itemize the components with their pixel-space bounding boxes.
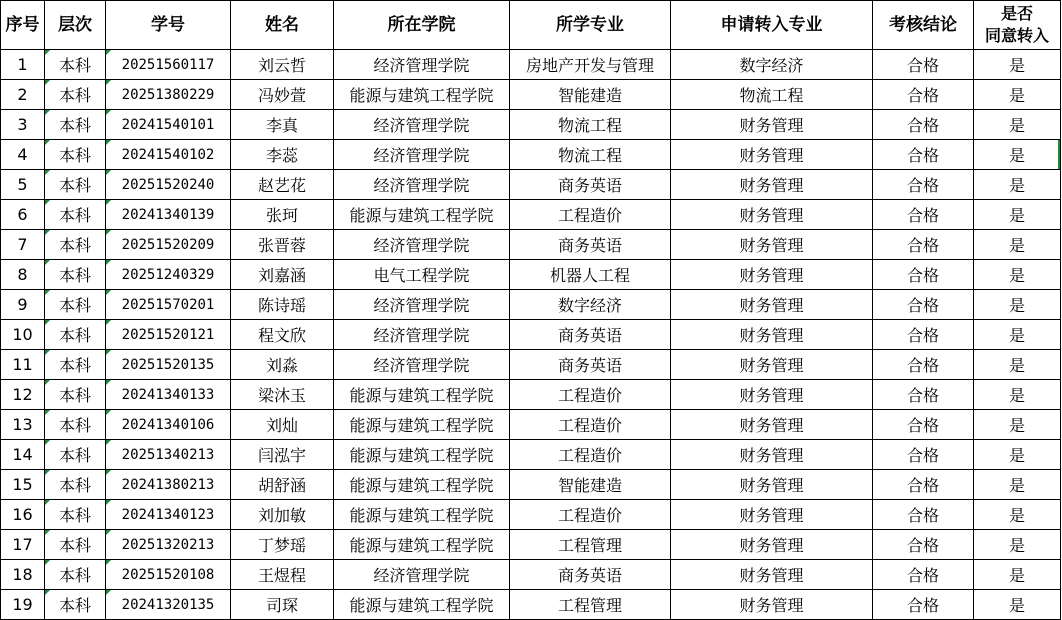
student-id-cell[interactable]: 20241540102 xyxy=(106,140,231,170)
seq-cell[interactable]: 5 xyxy=(1,170,45,200)
level-cell[interactable]: 本科 xyxy=(45,470,106,500)
header-seq[interactable]: 序号 xyxy=(1,1,45,50)
approve-cell[interactable]: 是 xyxy=(974,410,1061,440)
level-cell[interactable]: 本科 xyxy=(45,200,106,230)
name-cell[interactable]: 李真 xyxy=(231,110,334,140)
college-cell[interactable]: 能源与建筑工程学院 xyxy=(334,590,510,620)
assessment-cell[interactable]: 合格 xyxy=(873,470,974,500)
approve-cell[interactable]: 是 xyxy=(974,320,1061,350)
college-cell[interactable]: 能源与建筑工程学院 xyxy=(334,80,510,110)
name-cell[interactable]: 刘淼 xyxy=(231,350,334,380)
table-row xyxy=(1,410,1061,440)
student-id-cell[interactable]: 20251320213 xyxy=(106,530,231,560)
target-major-cell[interactable]: 财务管理 xyxy=(671,470,873,500)
student-id-cell[interactable]: 20241540101 xyxy=(106,110,231,140)
level-cell[interactable]: 本科 xyxy=(45,350,106,380)
header-assessment[interactable]: 考核结论 xyxy=(873,1,974,50)
table-row xyxy=(1,290,1061,320)
target-major-cell[interactable]: 财务管理 xyxy=(671,500,873,530)
table-row xyxy=(1,470,1061,500)
seq-cell[interactable]: 11 xyxy=(1,350,45,380)
seq-cell[interactable]: 16 xyxy=(1,500,45,530)
student-id-cell[interactable]: 20251520108 xyxy=(106,560,231,590)
name-cell[interactable]: 张晋蓉 xyxy=(231,230,334,260)
table-row xyxy=(1,200,1061,230)
target-major-cell[interactable]: 财务管理 xyxy=(671,170,873,200)
name-cell[interactable]: 冯妙萱 xyxy=(231,80,334,110)
name-cell[interactable]: 程文欣 xyxy=(231,320,334,350)
name-cell[interactable]: 陈诗瑶 xyxy=(231,290,334,320)
header-target-major[interactable]: 申请转入专业 xyxy=(671,1,873,50)
table-row xyxy=(1,110,1061,140)
seq-cell[interactable]: 13 xyxy=(1,410,45,440)
seq-cell[interactable]: 15 xyxy=(1,470,45,500)
college-cell[interactable]: 经济管理学院 xyxy=(334,290,510,320)
college-cell[interactable]: 电气工程学院 xyxy=(334,260,510,290)
level-cell[interactable]: 本科 xyxy=(45,140,106,170)
table-body xyxy=(1,50,1061,620)
target-major-cell[interactable]: 财务管理 xyxy=(671,560,873,590)
current-major-cell[interactable]: 工程造价 xyxy=(510,200,671,230)
student-id-cell[interactable]: 20241320135 xyxy=(106,590,231,620)
current-major-cell[interactable]: 房地产开发与管理 xyxy=(510,50,671,80)
college-cell[interactable]: 经济管理学院 xyxy=(334,140,510,170)
target-major-cell[interactable]: 财务管理 xyxy=(671,590,873,620)
assessment-cell[interactable]: 合格 xyxy=(873,500,974,530)
current-major-cell[interactable]: 物流工程 xyxy=(510,140,671,170)
table-row xyxy=(1,170,1061,200)
approve-cell[interactable]: 是 xyxy=(974,350,1061,380)
approve-cell[interactable]: 是 xyxy=(974,440,1061,470)
seq-cell[interactable]: 12 xyxy=(1,380,45,410)
level-cell[interactable]: 本科 xyxy=(45,230,106,260)
assessment-cell[interactable]: 合格 xyxy=(873,50,974,80)
current-major-cell[interactable]: 商务英语 xyxy=(510,320,671,350)
approve-cell[interactable]: 是 xyxy=(974,110,1061,140)
table-row xyxy=(1,530,1061,560)
target-major-cell[interactable]: 财务管理 xyxy=(671,440,873,470)
target-major-cell[interactable]: 财务管理 xyxy=(671,410,873,440)
level-cell[interactable]: 本科 xyxy=(45,440,106,470)
student-id-cell[interactable]: 20251560117 xyxy=(106,50,231,80)
college-cell[interactable]: 经济管理学院 xyxy=(334,110,510,140)
student-id-cell[interactable]: 20241340123 xyxy=(106,500,231,530)
table-row xyxy=(1,50,1061,80)
student-id-cell[interactable]: 20251240329 xyxy=(106,260,231,290)
name-cell[interactable]: 刘嘉涵 xyxy=(231,260,334,290)
name-cell[interactable]: 丁梦瑶 xyxy=(231,530,334,560)
assessment-cell[interactable]: 合格 xyxy=(873,380,974,410)
college-cell[interactable]: 能源与建筑工程学院 xyxy=(334,200,510,230)
seq-cell[interactable]: 7 xyxy=(1,230,45,260)
table-row xyxy=(1,440,1061,470)
header-college[interactable]: 所在学院 xyxy=(334,1,510,50)
name-cell[interactable]: 张珂 xyxy=(231,200,334,230)
current-major-cell[interactable]: 工程造价 xyxy=(510,440,671,470)
header-approve-transfer[interactable]: 是否 同意转入 xyxy=(974,1,1061,50)
student-id-cell[interactable]: 20251570201 xyxy=(106,290,231,320)
seq-cell[interactable]: 10 xyxy=(1,320,45,350)
college-cell[interactable]: 能源与建筑工程学院 xyxy=(334,470,510,500)
assessment-cell[interactable]: 合格 xyxy=(873,530,974,560)
table-row xyxy=(1,320,1061,350)
header-level[interactable]: 层次 xyxy=(45,1,106,50)
target-major-cell[interactable]: 财务管理 xyxy=(671,350,873,380)
table-row xyxy=(1,560,1061,590)
approve-cell[interactable]: 是 xyxy=(974,530,1061,560)
name-cell[interactable]: 胡舒涵 xyxy=(231,470,334,500)
college-cell[interactable]: 经济管理学院 xyxy=(334,320,510,350)
level-cell[interactable]: 本科 xyxy=(45,260,106,290)
college-cell[interactable]: 能源与建筑工程学院 xyxy=(334,500,510,530)
table-row xyxy=(1,140,1061,170)
table-row xyxy=(1,80,1061,110)
level-cell[interactable]: 本科 xyxy=(45,50,106,80)
header-current-major[interactable]: 所学专业 xyxy=(510,1,671,50)
assessment-cell[interactable]: 合格 xyxy=(873,230,974,260)
header-student-id[interactable]: 学号 xyxy=(106,1,231,50)
name-cell[interactable]: 刘灿 xyxy=(231,410,334,440)
header-name[interactable]: 姓名 xyxy=(231,1,334,50)
seq-cell[interactable]: 17 xyxy=(1,530,45,560)
seq-cell[interactable]: 19 xyxy=(1,590,45,620)
level-cell[interactable]: 本科 xyxy=(45,500,106,530)
current-major-cell[interactable]: 工程管理 xyxy=(510,530,671,560)
student-id-cell[interactable]: 20251520209 xyxy=(106,230,231,260)
assessment-cell[interactable]: 合格 xyxy=(873,290,974,320)
seq-cell[interactable]: 14 xyxy=(1,440,45,470)
student-id-cell[interactable]: 20241380213 xyxy=(106,470,231,500)
name-cell[interactable]: 李蕊 xyxy=(231,140,334,170)
target-major-cell[interactable]: 财务管理 xyxy=(671,200,873,230)
college-cell[interactable]: 能源与建筑工程学院 xyxy=(334,530,510,560)
table-row xyxy=(1,350,1061,380)
target-major-cell[interactable]: 财务管理 xyxy=(671,110,873,140)
seq-cell[interactable]: 1 xyxy=(1,50,45,80)
assessment-cell[interactable]: 合格 xyxy=(873,440,974,470)
current-major-cell[interactable]: 智能建造 xyxy=(510,470,671,500)
name-cell[interactable]: 司琛 xyxy=(231,590,334,620)
approve-cell[interactable]: 是 xyxy=(974,260,1061,290)
college-cell[interactable]: 能源与建筑工程学院 xyxy=(334,440,510,470)
current-major-cell[interactable]: 工程造价 xyxy=(510,380,671,410)
college-cell[interactable]: 经济管理学院 xyxy=(334,170,510,200)
level-cell[interactable]: 本科 xyxy=(45,110,106,140)
level-cell[interactable]: 本科 xyxy=(45,590,106,620)
header-row xyxy=(1,1,1061,50)
approve-cell[interactable]: 是 xyxy=(974,140,1061,170)
approve-cell[interactable]: 是 xyxy=(974,500,1061,530)
assessment-cell[interactable]: 合格 xyxy=(873,80,974,110)
target-major-cell[interactable]: 财务管理 xyxy=(671,320,873,350)
name-cell[interactable]: 闫泓宇 xyxy=(231,440,334,470)
student-id-cell[interactable]: 20241340106 xyxy=(106,410,231,440)
approve-cell[interactable]: 是 xyxy=(974,170,1061,200)
assessment-cell[interactable]: 合格 xyxy=(873,590,974,620)
approve-cell[interactable]: 是 xyxy=(974,560,1061,590)
approve-cell[interactable]: 是 xyxy=(974,380,1061,410)
level-cell[interactable]: 本科 xyxy=(45,170,106,200)
target-major-cell[interactable]: 财务管理 xyxy=(671,140,873,170)
seq-cell[interactable]: 3 xyxy=(1,110,45,140)
level-cell[interactable]: 本科 xyxy=(45,530,106,560)
current-major-cell[interactable]: 工程管理 xyxy=(510,590,671,620)
level-cell[interactable]: 本科 xyxy=(45,320,106,350)
seq-cell[interactable]: 18 xyxy=(1,560,45,590)
approve-cell[interactable]: 是 xyxy=(974,230,1061,260)
current-major-cell[interactable]: 商务英语 xyxy=(510,560,671,590)
student-id-cell[interactable]: 20251520240 xyxy=(106,170,231,200)
assessment-cell[interactable]: 合格 xyxy=(873,350,974,380)
current-major-cell[interactable]: 工程造价 xyxy=(510,500,671,530)
table-row xyxy=(1,590,1061,620)
college-cell[interactable]: 能源与建筑工程学院 xyxy=(334,380,510,410)
seq-cell[interactable]: 4 xyxy=(1,140,45,170)
approve-cell[interactable]: 是 xyxy=(974,50,1061,80)
assessment-cell[interactable]: 合格 xyxy=(873,200,974,230)
seq-cell[interactable]: 6 xyxy=(1,200,45,230)
target-major-cell[interactable]: 财务管理 xyxy=(671,290,873,320)
student-id-cell[interactable]: 20241340133 xyxy=(106,380,231,410)
student-id-cell[interactable]: 20251520135 xyxy=(106,350,231,380)
approve-cell[interactable]: 是 xyxy=(974,290,1061,320)
approve-cell[interactable]: 是 xyxy=(974,200,1061,230)
current-major-cell[interactable]: 数字经济 xyxy=(510,290,671,320)
current-major-cell[interactable]: 机器人工程 xyxy=(510,260,671,290)
approve-cell[interactable]: 是 xyxy=(974,590,1061,620)
assessment-cell[interactable]: 合格 xyxy=(873,170,974,200)
table-row xyxy=(1,260,1061,290)
level-cell[interactable]: 本科 xyxy=(45,560,106,590)
assessment-cell[interactable]: 合格 xyxy=(873,560,974,590)
target-major-cell[interactable]: 财务管理 xyxy=(671,230,873,260)
current-major-cell[interactable]: 商务英语 xyxy=(510,170,671,200)
current-major-cell[interactable]: 工程造价 xyxy=(510,410,671,440)
approve-cell[interactable]: 是 xyxy=(974,80,1061,110)
target-major-cell[interactable]: 财务管理 xyxy=(671,530,873,560)
college-cell[interactable]: 经济管理学院 xyxy=(334,50,510,80)
active-cell-marker xyxy=(1058,140,1060,169)
table-row xyxy=(1,380,1061,410)
assessment-cell[interactable]: 合格 xyxy=(873,140,974,170)
current-major-cell[interactable]: 智能建造 xyxy=(510,80,671,110)
college-cell[interactable]: 能源与建筑工程学院 xyxy=(334,410,510,440)
name-cell[interactable]: 刘加敏 xyxy=(231,500,334,530)
student-id-cell[interactable]: 20241340139 xyxy=(106,200,231,230)
target-major-cell[interactable]: 数字经济 xyxy=(671,50,873,80)
target-major-cell[interactable]: 财务管理 xyxy=(671,260,873,290)
college-cell[interactable]: 经济管理学院 xyxy=(334,560,510,590)
current-major-cell[interactable]: 商务英语 xyxy=(510,350,671,380)
college-cell[interactable]: 经济管理学院 xyxy=(334,230,510,260)
name-cell[interactable]: 梁沐玉 xyxy=(231,380,334,410)
name-cell[interactable]: 刘云哲 xyxy=(231,50,334,80)
level-cell[interactable]: 本科 xyxy=(45,410,106,440)
target-major-cell[interactable]: 财务管理 xyxy=(671,380,873,410)
current-major-cell[interactable]: 物流工程 xyxy=(510,110,671,140)
student-id-cell[interactable]: 20251520121 xyxy=(106,320,231,350)
current-major-cell[interactable]: 商务英语 xyxy=(510,230,671,260)
assessment-cell[interactable]: 合格 xyxy=(873,110,974,140)
student-id-cell[interactable]: 20251380229 xyxy=(106,80,231,110)
name-cell[interactable]: 王煜程 xyxy=(231,560,334,590)
level-cell[interactable]: 本科 xyxy=(45,380,106,410)
table-row xyxy=(1,500,1061,530)
assessment-cell[interactable]: 合格 xyxy=(873,410,974,440)
college-cell[interactable]: 经济管理学院 xyxy=(334,350,510,380)
name-cell[interactable]: 赵艺花 xyxy=(231,170,334,200)
assessment-cell[interactable]: 合格 xyxy=(873,320,974,350)
approve-cell[interactable]: 是 xyxy=(974,470,1061,500)
seq-cell[interactable]: 8 xyxy=(1,260,45,290)
student-id-cell[interactable]: 20251340213 xyxy=(106,440,231,470)
level-cell[interactable]: 本科 xyxy=(45,80,106,110)
target-major-cell[interactable]: 物流工程 xyxy=(671,80,873,110)
level-cell[interactable]: 本科 xyxy=(45,290,106,320)
table-row xyxy=(1,230,1061,260)
seq-cell[interactable]: 9 xyxy=(1,290,45,320)
seq-cell[interactable]: 2 xyxy=(1,80,45,110)
assessment-cell[interactable]: 合格 xyxy=(873,260,974,290)
